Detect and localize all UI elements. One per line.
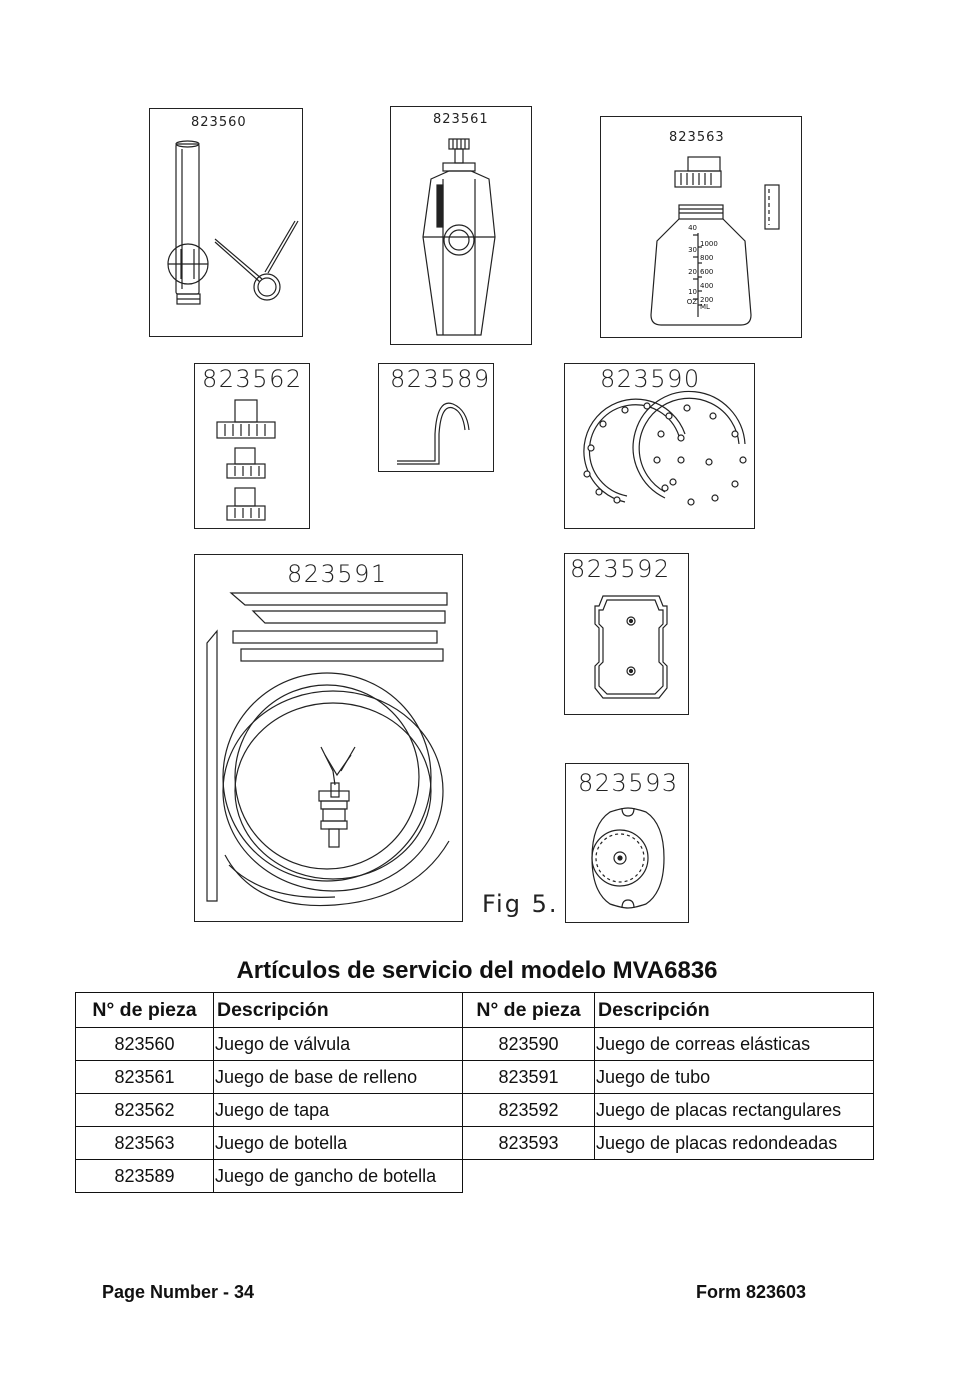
empty-cell	[595, 1160, 874, 1193]
parts-table	[75, 992, 874, 1193]
part-label: 823589	[390, 365, 491, 393]
caps-drawing	[195, 364, 311, 530]
col-header-description: Descripción	[595, 993, 874, 1028]
panel-823592	[564, 553, 689, 715]
panel-823560	[149, 108, 303, 337]
description-cell: Juego de correas elásticas	[595, 1028, 874, 1061]
scale-tick: 800	[700, 254, 714, 262]
panel-823590	[564, 363, 755, 529]
part-label: 823563	[669, 130, 725, 145]
hook-drawing	[379, 364, 495, 473]
form-number: Form 823603	[696, 1282, 807, 1302]
part-number-cell: 823563	[76, 1127, 214, 1160]
part-label: 823561	[433, 112, 489, 127]
bottle-ml-scale	[700, 241, 722, 311]
description-cell: Juego de placas rectangulares	[595, 1094, 874, 1127]
panel-823563	[600, 116, 802, 338]
scale-tick: OZ	[686, 298, 697, 306]
tube-drawing	[195, 555, 464, 923]
part-number-cell: 823562	[76, 1094, 214, 1127]
round-plate-drawing	[566, 764, 690, 924]
part-label: 823560	[191, 115, 247, 130]
table-row	[76, 1028, 874, 1061]
scale-tick: 10	[688, 288, 697, 296]
rect-plate-drawing	[565, 554, 690, 716]
bottle-oz-scale	[679, 225, 697, 306]
straps-drawing	[565, 364, 756, 530]
description-cell: Juego de válvula	[214, 1028, 463, 1061]
panel-823562	[194, 363, 310, 529]
page-title: Artículos de servicio del modelo MVA6836	[236, 957, 718, 984]
part-number-cell: 823589	[76, 1160, 214, 1193]
col-header-description: Descripción	[214, 993, 463, 1028]
scale-tick: 1000	[700, 240, 718, 248]
page-number: Page Number - 34	[102, 1282, 255, 1302]
description-cell: Juego de base de relleno	[214, 1061, 463, 1094]
part-label: 823592	[570, 555, 671, 583]
panel-823593	[565, 763, 689, 923]
figure-caption: Fig 5.	[482, 890, 559, 918]
table-row	[76, 1061, 874, 1094]
part-number-cell: 823591	[463, 1061, 595, 1094]
col-header-part-number: N° de pieza	[76, 993, 214, 1028]
table-header-row	[76, 993, 874, 1028]
description-cell: Juego de tapa	[214, 1094, 463, 1127]
scale-tick: 20	[688, 268, 697, 276]
table-row	[76, 1160, 874, 1193]
table-row	[76, 1094, 874, 1127]
description-cell: Juego de placas redondeadas	[595, 1127, 874, 1160]
part-label: 823593	[578, 769, 679, 797]
panel-823589	[378, 363, 494, 472]
part-label: 823590	[600, 365, 701, 393]
description-cell: Juego de tubo	[595, 1061, 874, 1094]
valve-drawing	[150, 109, 304, 338]
part-number-cell: 823592	[463, 1094, 595, 1127]
part-number-cell: 823593	[463, 1127, 595, 1160]
part-number-cell: 823590	[463, 1028, 595, 1061]
description-cell: Juego de botella	[214, 1127, 463, 1160]
scale-tick: 600	[700, 268, 714, 276]
part-number-cell: 823560	[76, 1028, 214, 1061]
part-label: 823591	[287, 560, 388, 588]
col-header-part-number: N° de pieza	[463, 993, 595, 1028]
scale-tick: ML	[700, 303, 710, 311]
empty-cell	[463, 1160, 595, 1193]
scale-tick: 30	[688, 246, 697, 254]
fill-base-drawing	[391, 107, 533, 346]
description-cell: Juego de gancho de botella	[214, 1160, 463, 1193]
table-row	[76, 1127, 874, 1160]
panel-823561	[390, 106, 532, 345]
scale-tick: 400	[700, 282, 714, 290]
part-number-cell: 823561	[76, 1061, 214, 1094]
scale-tick: 200	[700, 296, 714, 304]
part-label: 823562	[202, 365, 303, 393]
panel-823591	[194, 554, 463, 922]
scale-tick: 40	[688, 224, 697, 232]
